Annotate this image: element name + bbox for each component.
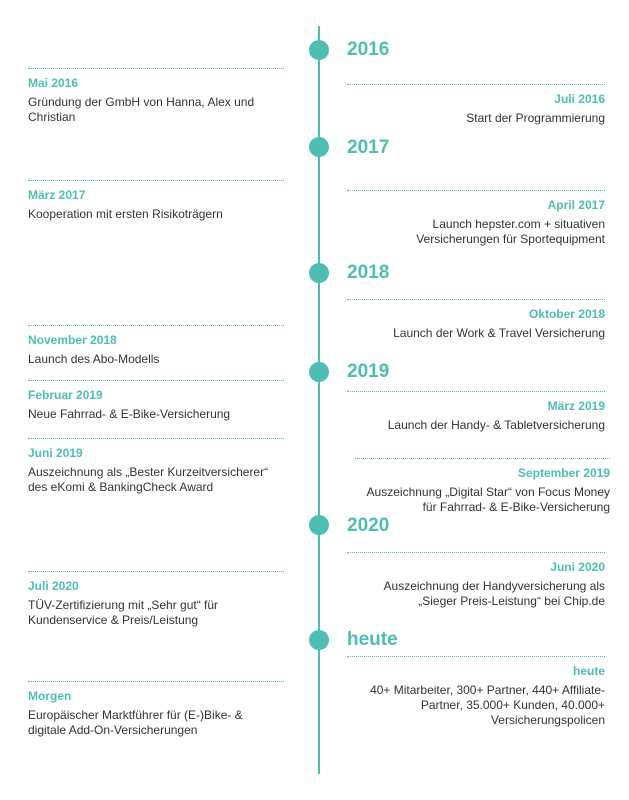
entry-date: September 2019	[517, 466, 610, 480]
entry-date: Mai 2016	[28, 76, 79, 90]
entry-date: April 2017	[547, 198, 605, 212]
dotted-divider	[28, 681, 284, 682]
entry-date: Juli 2016	[554, 92, 605, 106]
year-marker-dot	[309, 137, 329, 157]
year-heading: 2020	[347, 515, 390, 536]
entry-text: Auszeichnung der Handyversicherung als „Sieger Preis-Leistung“ bei Chip.de	[383, 579, 605, 608]
dotted-divider	[347, 299, 605, 300]
dotted-divider	[347, 190, 605, 191]
entry-text: Launch der Work & Travel Versicherung	[393, 326, 605, 340]
entry-date: März 2017	[28, 188, 86, 202]
dotted-divider	[347, 552, 605, 553]
year-marker-dot	[309, 630, 329, 650]
entry-text: Auszeichnung „Digital Star“ von Focus Money für Fahrrad- & E-Bike-Versicherung	[366, 485, 610, 514]
entry-date: November 2018	[28, 333, 117, 347]
timeline-entry	[355, 458, 610, 515]
dotted-divider	[347, 391, 605, 392]
timeline-entry	[347, 299, 605, 341]
timeline-entry	[28, 68, 284, 125]
timeline-entry	[28, 180, 284, 222]
timeline-entry	[347, 552, 605, 609]
entry-text: Auszeichnung als „Bester Kurzeitversicherer“ des eKomi & BankingCheck Award	[28, 465, 269, 494]
year-marker-dot	[309, 263, 329, 283]
entry-text: Launch des Abo-Modells	[28, 352, 160, 366]
entry-date: Morgen	[28, 689, 72, 703]
year-heading: 2018	[347, 262, 390, 283]
year-marker-dot	[309, 515, 329, 535]
timeline-entry	[347, 656, 605, 728]
entry-date: heute	[572, 664, 605, 678]
timeline-entry	[28, 571, 284, 628]
dotted-divider	[28, 571, 284, 572]
timeline-entry	[347, 190, 605, 247]
dotted-divider	[347, 84, 605, 85]
entry-text: 40+ Mitarbeiter, 300+ Partner, 440+ Affiliate-Partner, 35.000+ Kunden, 40.000+ Versicherungspolicen	[370, 683, 605, 727]
entry-date: März 2019	[547, 399, 605, 413]
year-heading: heute	[347, 629, 398, 650]
timeline-entry	[28, 438, 284, 495]
dotted-divider	[355, 458, 610, 459]
entry-text: Start der Programmierung	[466, 111, 605, 125]
timeline-entry	[28, 681, 284, 738]
year-marker-dot	[309, 40, 329, 60]
year-heading: 2017	[347, 137, 390, 158]
entry-date: Februar 2019	[28, 388, 103, 402]
year-heading: 2016	[347, 39, 390, 60]
entry-text: Launch der Handy- & Tabletversicherung	[387, 418, 605, 432]
dotted-divider	[347, 656, 605, 657]
year-heading: 2019	[347, 361, 390, 382]
entry-date: Juli 2020	[28, 579, 79, 593]
entry-date: Juni 2020	[550, 560, 605, 574]
dotted-divider	[28, 180, 284, 181]
dotted-divider	[28, 68, 284, 69]
timeline-entry	[347, 391, 605, 433]
timeline-entry	[347, 84, 605, 126]
entry-text: Kooperation mit ersten Risikoträgern	[28, 207, 223, 221]
entry-text: TÜV-Zertifizierung mit „Sehr gut“ für Kundenservice & Preis/Leistung	[28, 598, 219, 627]
entry-text: Launch hepster.com + situativen Versicherungen für Sportequipment	[416, 217, 605, 246]
dotted-divider	[28, 325, 284, 326]
entry-date: Juni 2019	[28, 446, 83, 460]
dotted-divider	[28, 380, 284, 381]
entry-text: Gründung der GmbH von Hanna, Alex und Christian	[28, 95, 255, 124]
entry-text: Neue Fahrrad- & E-Bike-Versicherung	[28, 407, 231, 421]
timeline-entry	[28, 380, 284, 422]
dotted-divider	[28, 438, 284, 439]
timeline-entry	[28, 325, 284, 367]
entry-text: Europäischer Marktführer für (E-)Bike- & digitale Add-On-Versicherungen	[28, 708, 243, 737]
year-marker-dot	[309, 362, 329, 382]
entry-date: Oktober 2018	[528, 307, 605, 321]
